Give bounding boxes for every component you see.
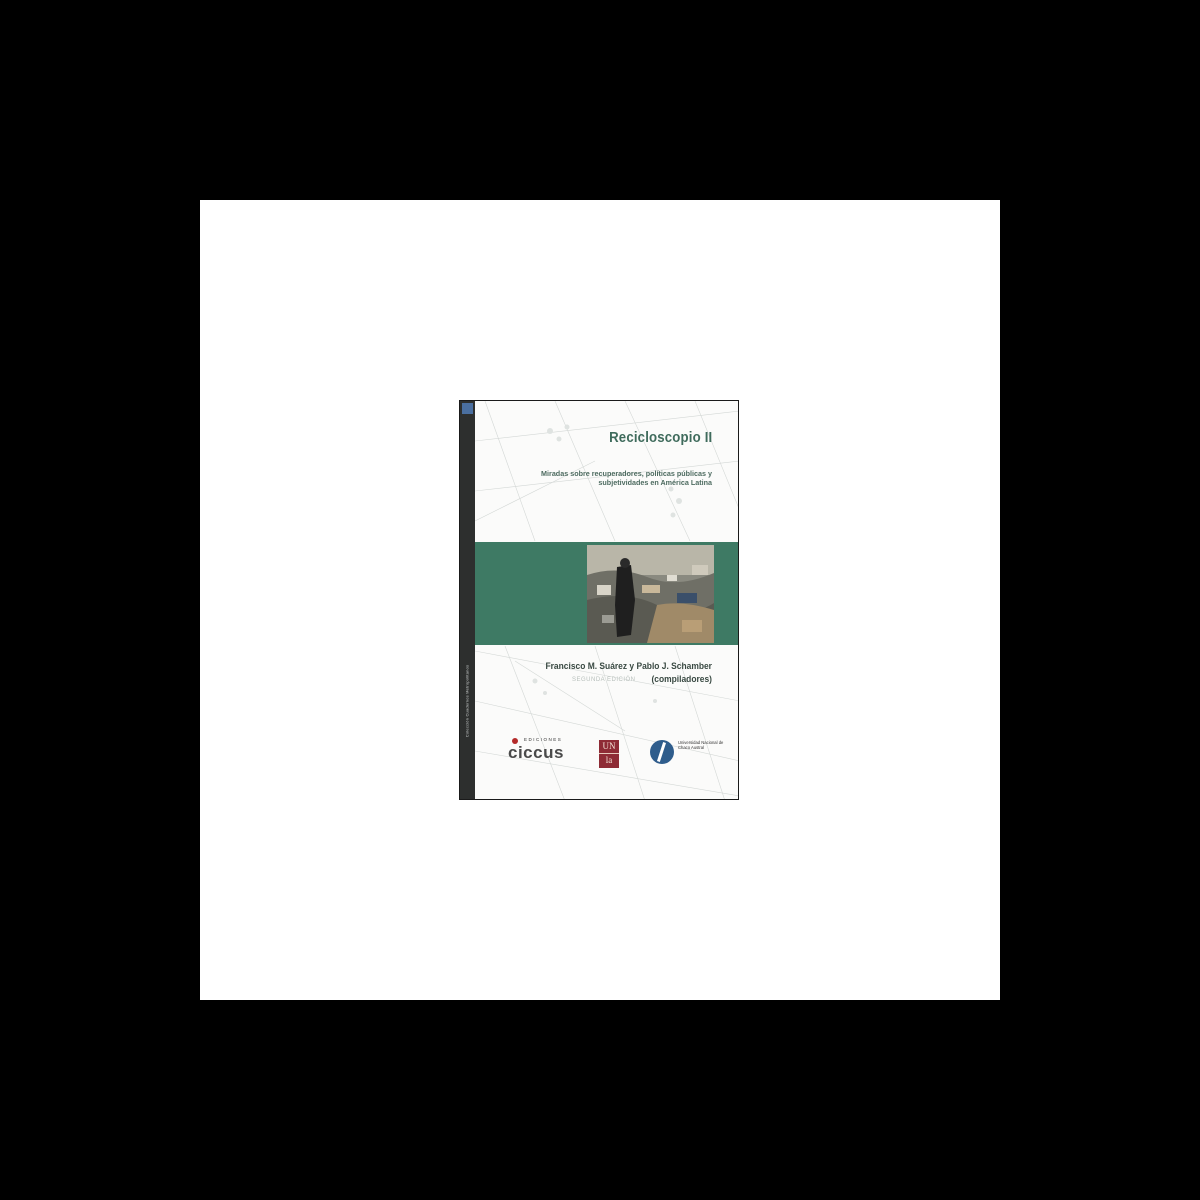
cover-photo-recyclers (587, 545, 714, 643)
uncaus-name: Universidad Nacional de Chaco Austral (678, 740, 724, 751)
unla-logo (599, 740, 619, 768)
uncaus-emblem-icon (650, 740, 674, 764)
unla-bottom: la (605, 755, 613, 765)
ciccus-logo (508, 737, 578, 767)
spine-label: Colección Cuadernos Metropolitanos (464, 664, 470, 738)
faint-edition-text: SEGUNDA EDICIÓN (572, 677, 636, 683)
ciccus-small-label: EDICIONES (524, 737, 563, 742)
book-spine (460, 401, 475, 799)
book-cover (459, 400, 739, 800)
book-title: Recicloscopio II (608, 429, 712, 446)
authors-role: (compiladores) (651, 673, 712, 684)
book-subtitle: Miradas sobre recuperadores, políticas públicas y subjetividades en América Latina (541, 469, 712, 487)
uncaus-logo (650, 738, 730, 770)
spine-badge (462, 403, 473, 414)
authors-names: Francisco M. Suárez y Pablo J. Schamber (545, 660, 712, 671)
unla-top: UN (599, 740, 619, 754)
ciccus-name: ciccus (508, 743, 564, 762)
